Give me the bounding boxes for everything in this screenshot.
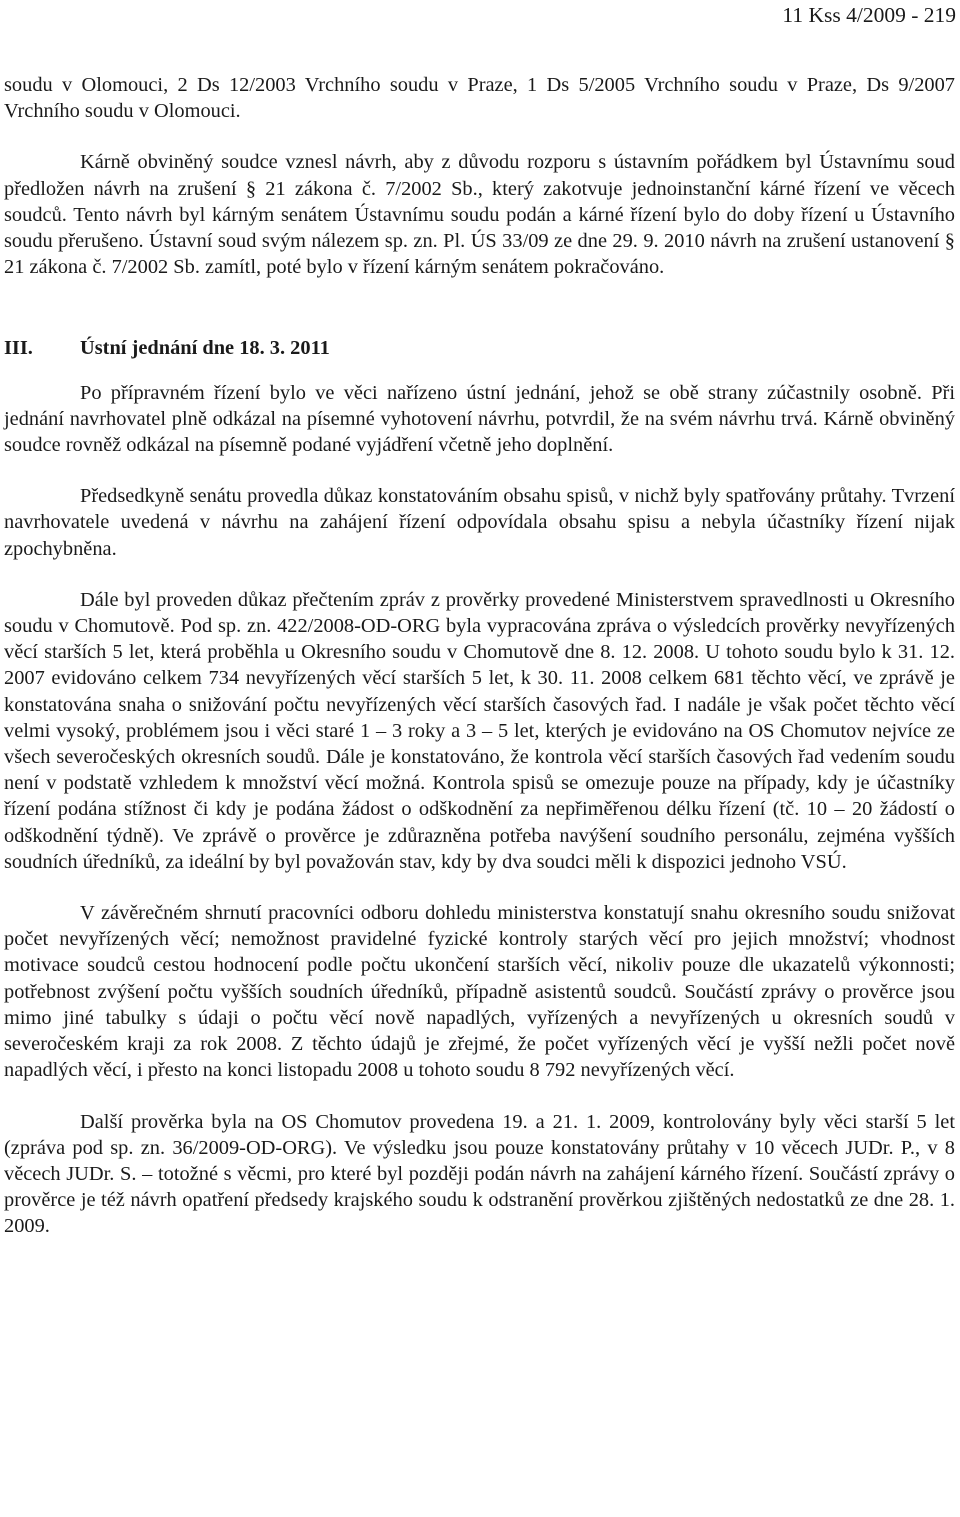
page-header-reference: 11 Kss 4/2009 - 219 — [782, 3, 956, 27]
section-number: III. — [4, 337, 33, 360]
paragraph-continuation: soudu v Olomouci, 2 Ds 12/2003 Vrchního soudu v Praze, 1 Ds 5/2005 Vrchního soudu v Praze, Ds 9/2007 Vrchního soudu v Olomouci. — [4, 74, 955, 123]
paragraph-ministry-report: Dále byl proveden důkaz přečtením zpráv z prověrky provedené Ministerstvem spravedlnosti u Okresního soudu v Chomutově. Pod sp. zn. 422/2008-OD-ORG byla vypracována zpráva o výsledcích prověrky nevyřízených věcí starších 5 let, která proběhla u Okresního soudu v Chomutově dne 8. 12. 2008. U tohoto soudu bylo k 31. 12. 2007 evidováno celkem 734 nevyřízených věcí starších 5 let, k 30. 11. 2008 celkem 681 těchto věcí, ve zprávě je konstatována snaha o snižování počtu nevyřízených věcí starších časových řad. I nadále je však počet těchto věcí velmi vysoký, problémem jsou i věci staré 1 – 3 roky a 3 – 5 let, kterých je evidováno na OS Chomutov nejvíce ze všech severočeských okresních soudů. Dále je konstatováno, že kontrola věcí starších časových řad vedením soudu není v podstatě vzhledem k množství věcí možná. Kontrola spisů se omezuje pouze na případy, kdy je účastníky řízení podána stížnost či kdy je podána žádost o odškodnění za nepřiměřenou délku řízení (tč. 10 – 20 žádostí o odškodnění týdně). Ve zprávě o prověrce je zdůrazněna potřeba navýšení soudního personálu, zejména vyšších soudních úředníků, za ideální by byl považován stav, kdy by dva soudci měli k dispozici jednoho VSÚ. — [4, 588, 955, 873]
paragraph-further-inspection: Další prověrka byla na OS Chomutov provedena 19. a 21. 1. 2009, kontrolovány byly věci starší 5 let (zpráva pod sp. zn. 36/2009-OD-ORG). Ve výsledku jsou pouze konstatovány průtahy v 10 věcech JUDr. P., v 8 věcech JUDr. S. – totožné s věcmi, pro které byl později podán návrh na zahájení kárného řízení. Součástí zprávy o prověrce je též návrh opatření předsedy krajského soudu k odstranění prověrkou zjištěných nedostatků ze dne 28. 1. 2009. — [4, 1110, 955, 1238]
paragraph-final-summary: V závěrečném shrnutí pracovníci odboru dohledu ministerstva konstatují snahu okresního soudu snižovat počet nevyřízených věcí; nemožnost pravidelné fyzické kontroly starých věcí pro jejich množství; vhodnost motivace soudců cestou hodnocení podle počtu ukončení starších věcí, nikoliv pouze dle ukazatelů výkonnosti; potřebnost zvýšení počtu vyšších soudních úředníků, případně asistentů soudců. Součástí zprávy o prověrce jsou mimo jiné tabulky s údaji o počtu věcí nově napadlých, vyřízených a nevyřízených u okresních soudů v severočeském kraji za rok 2008. Z těchto údajů je zřejmé, že počet vyřízených věcí je vyšší nežli počet nově napadlých věcí, i přesto na konci listopadu 2008 u tohoto soudu 8 792 nevyřízených věcí. — [4, 902, 955, 1082]
document-body — [4, 72, 955, 1265]
section-title: Ústní jednání dne 18. 3. 2011 — [80, 337, 330, 360]
section-heading — [4, 335, 955, 361]
paragraph-evidence-files: Předsedkyně senátu provedla důkaz konstatováním obsahu spisů, v nichž byly spatřovány průtahy. Tvrzení navrhovatele uvedená v návrhu na zahájení řízení odpovídala obsahu spisu a nebyla účastníky řízení nijak zpochybněna. — [4, 485, 955, 560]
paragraph-constitutional-court: Kárně obviněný soudce vznesl návrh, aby z důvodu rozporu s ústavním pořádkem byl Ústavnímu soud předložen návrh na zrušení § 21 zákona č. 7/2002 Sb., který zakotvuje jednoinstanční kárné řízení ve věcech soudců. Tento návrh byl kárným senátem Ústavnímu soudu podán a kárné řízení bylo do doby řízení u Ústavního soudu přerušeno. Ústavní soud svým nálezem sp. zn. Pl. ÚS 33/09 ze dne 29. 9. 2010 návrh na zrušení ustanovení § 21 zákona č. 7/2002 Sb. zamítl, poté bylo v řízení kárným senátem pokračováno. — [4, 151, 955, 279]
paragraph-oral-hearing: Po přípravném řízení bylo ve věci nařízeno ústní jednání, jehož se obě strany zúčastnily osobně. Při jednání navrhovatel plně odkázal na písemné vyhotovení návrhu, potvrdil, že na svém návrhu trvá. Kárně obviněný soudce rovněž odkázal na písemně podané vyjádření včetně jeho doplnění. — [4, 381, 955, 457]
